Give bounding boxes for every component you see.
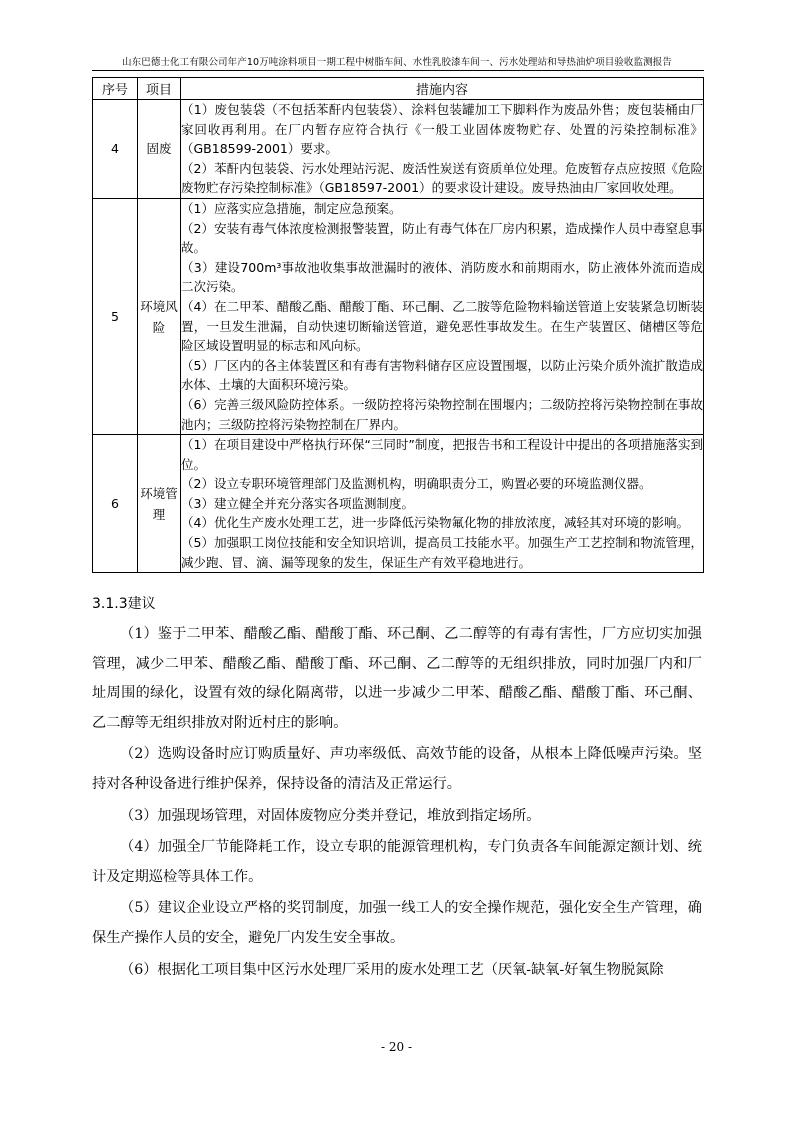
- measure-line: （5）加强职工岗位技能和安全知识培训，提高员工技能水平。加强生产工艺控制和物流管理，减少跑、冒、滴、漏等现象的发生，保证生产有效平稳地进行。: [181, 535, 703, 570]
- row-number: 5: [93, 198, 138, 434]
- suggestion-paragraph: （3）加强现场管理，对固体废物应分类并登记，堆放到指定场所。: [120, 807, 541, 824]
- table-row: [93, 435, 704, 573]
- page-number: - 20 -: [380, 1040, 412, 1054]
- row-item-label: 环境风险: [140, 298, 178, 335]
- measure-line: （5）厂区内的各主体装置区和有毒有害物料储存区应设置围堰，以防止污染介质外流扩散造成水体、土壤的大面积环境污染。: [181, 357, 703, 393]
- table-row: [93, 100, 704, 199]
- suggestion-paragraph: （1）鉴于二甲苯、醋酸乙酯、醋酸丁酯、环己酮、乙二醇等的有毒有害性，厂方应切实加强管理，减少二甲苯、醋酸乙酯、醋酸丁酯、环己酮、乙二醇等的无组织排放，同时加强厂内和厂址周围的绿化，设置有效的绿化隔离带，以进一步减少二甲苯、醋酸乙酯、醋酸丁酯、环己酮、乙二醇等无组织排放对附近村庄的影响。: [92, 626, 702, 731]
- suggestion-paragraph: （4）加强全厂节能降耗工作，设立专职的能源管理机构，专门负责各车间能源定额计划、统计及定期巡检等具体工作。: [92, 839, 702, 885]
- measure-line: （4）优化生产废水处理工艺，进一步降低污染物氟化物的排放浓度，减轻其对环境的影响。: [181, 515, 689, 531]
- section-body: [92, 620, 702, 987]
- suggestion-paragraph: （2）选购设备时应订购质量好、声功率级低、高效节能的设备，从根本上降低噪声污染。坚持对各种设备进行维护保养，保持设备的清洁及正常运行。: [92, 746, 702, 792]
- section-heading: 3.1.3建议: [92, 596, 156, 612]
- measure-line: （4）在二甲苯、醋酸乙酯、醋酸丁酯、环己酮、乙二胺等危险物料输送管道上安装紧急切断装置，一旦发生泄漏，自动快速切断输送管道，避免恶性事故发生。在生产装置区、储槽区等危险区域设置明显的标志和风向标。: [181, 298, 703, 354]
- row-item-label: 环境管理: [140, 485, 178, 522]
- column-header-item: 项目: [138, 78, 181, 100]
- measure-line: （2）安装有毒气体浓度检测报警装置，防止有毒气体在厂房内积累，造成操作人员中毒窒息事故。: [181, 220, 703, 256]
- measures-table: [92, 77, 704, 573]
- measure-line: （1）在项目建设中严格执行环保“三同时”制度，把报告书和工程设计中提出的各项措施落实到位。: [181, 437, 703, 472]
- row-item: [138, 435, 181, 573]
- measure-line: （2）苯酐内包装袋、污水处理站污泥、废活性炭送有资质单位处理。危废暂存点应按照《危险废物贮存污染控制标准》（GB18597-2001）的要求设计建设。废导热油由厂家回收处理。: [181, 160, 703, 196]
- table-header-row: [93, 78, 704, 100]
- row-number: 6: [93, 435, 138, 573]
- row-content: [181, 100, 704, 199]
- row-content: [181, 435, 704, 573]
- suggestion-paragraph: （5）建议企业设立严格的奖罚制度，加强一线工人的安全操作规范，强化安全生产管理，确保生产操作人员的安全，避免厂内发生安全事故。: [92, 900, 702, 946]
- measure-line: （1）废包装袋（不包括苯酐内包装袋）、涂料包装罐加工下脚料作为废品外售；废包装桶由厂家回收再利用。在厂内暂存应符合执行《一般工业固体废物贮存、处置的污染控制标准》（GB18599-2001）要求。: [181, 102, 703, 157]
- table-row: [93, 198, 704, 434]
- row-item: [138, 198, 181, 434]
- measure-line: （1）应落实应急措施，制定应急预案。: [181, 200, 402, 216]
- column-header-content: 措施内容: [181, 78, 704, 100]
- column-header-number: 序号: [93, 78, 138, 100]
- row-number: 4: [93, 100, 138, 199]
- measure-line: （6）完善三级风险防控体系。一级防控将污染物控制在围堰内；二级防控将污染物控制在事故池内；三级防控将污染物控制在厂界内。: [181, 396, 703, 432]
- page-header: 山东巴德士化工有限公司年产10万吨涂料项目一期工程中树脂车间、水性乳胶漆车间一、污水处理站和导热油炉项目验收监测报告: [122, 57, 672, 68]
- measure-line: （3）建立健全并充分落实各项监测制度。: [181, 495, 414, 511]
- measure-line: （3）建设700m³事故池收集事故泄漏时的液体、消防废水和前期雨水，防止液体外流而造成二次污染。: [181, 259, 703, 295]
- row-item: 固废: [138, 100, 181, 199]
- header-rule: [92, 70, 704, 71]
- row-content: [181, 198, 704, 434]
- measure-line: （2）设立专职环境管理部门及监测机构，明确职责分工，购置必要的环境监测仪器。: [181, 476, 652, 492]
- suggestion-paragraph: （6）根据化工项目集中区污水处理厂采用的废水处理工艺（厌氧-缺氧-好氧生物脱氮除: [120, 961, 664, 978]
